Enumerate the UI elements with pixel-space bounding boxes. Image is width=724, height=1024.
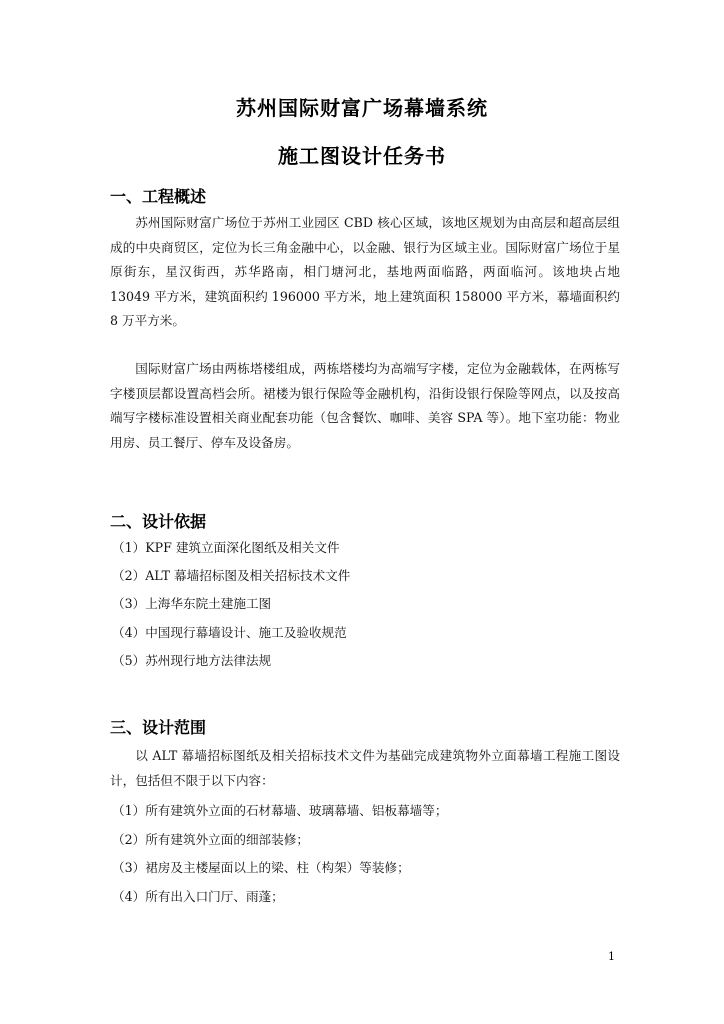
document-subtitle: 施工图设计任务书 [278, 144, 446, 168]
design-scope-list [112, 797, 622, 911]
section-heading-design-basis: 二、设计依据 [110, 512, 207, 531]
list-item: （2）ALT 幕墙招标图及相关招标技术文件 [112, 568, 351, 584]
list-item: （1）KPF 建筑立面深化图纸及相关文件 [112, 540, 340, 555]
design-basis-list [112, 534, 622, 675]
list-item: （4）中国现行幕墙设计、施工及验收规范 [112, 624, 347, 640]
section-heading-design-scope: 三、设计范围 [110, 718, 207, 737]
document-title: 苏州国际财富广场幕墙系统 [236, 96, 488, 120]
list-item: （2）所有建筑外立面的细部装修； [112, 831, 309, 847]
list-item: （5）苏州现行地方法律法规 [112, 652, 272, 668]
paragraph-design-scope: 以 ALT 幕墙招标图纸及相关招标技术文件为基础完成建筑物外立面幕墙工程施工图设计，包括但不限于以下内容： [110, 748, 620, 788]
list-item: （3）上海华东院土建施工图 [112, 596, 272, 612]
paragraph-overview-1: 苏州国际财富广场位于苏州工业园区 CBD 核心区域，该地区规划为由高层和超高层组成的中央商贸区，定位为长三角金融中心，以金融、银行为区域主业。国际财富广场位于星原街东，星汉街西，苏华路南，相门塘河北，基地两面临路，两面临河。该地块占地 13049 平方米，建筑面积约 196000 平方米，地上建筑面积 158000 平方米，幕墙面积约 8 万平方米。 [110, 215, 620, 329]
section-heading-overview: 一、工程概述 [110, 187, 207, 206]
page-number: 1 [608, 950, 615, 963]
list-item: （4）所有出入口门厅、雨蓬； [112, 888, 284, 904]
paragraph-overview-2: 国际财富广场由两栋塔楼组成，两栋塔楼均为高端写字楼，定位为金融载体，在两栋写字楼顶层都设置高档会所。裙楼为银行保险等金融机构，沿街设银行保险等网点，以及按高端写字楼标准设置相关商业配套功能（包含餐饮、咖啡、美容 SPA 等）。地下室功能：物业用房、员工餐厅、停车及设备房。 [110, 361, 620, 450]
list-item: （3）裙房及主楼屋面以上的梁、柱（构架）等装修； [112, 860, 410, 875]
list-item: （1）所有建筑外立面的石材幕墙、玻璃幕墙、铝板幕墙等； [112, 803, 448, 818]
